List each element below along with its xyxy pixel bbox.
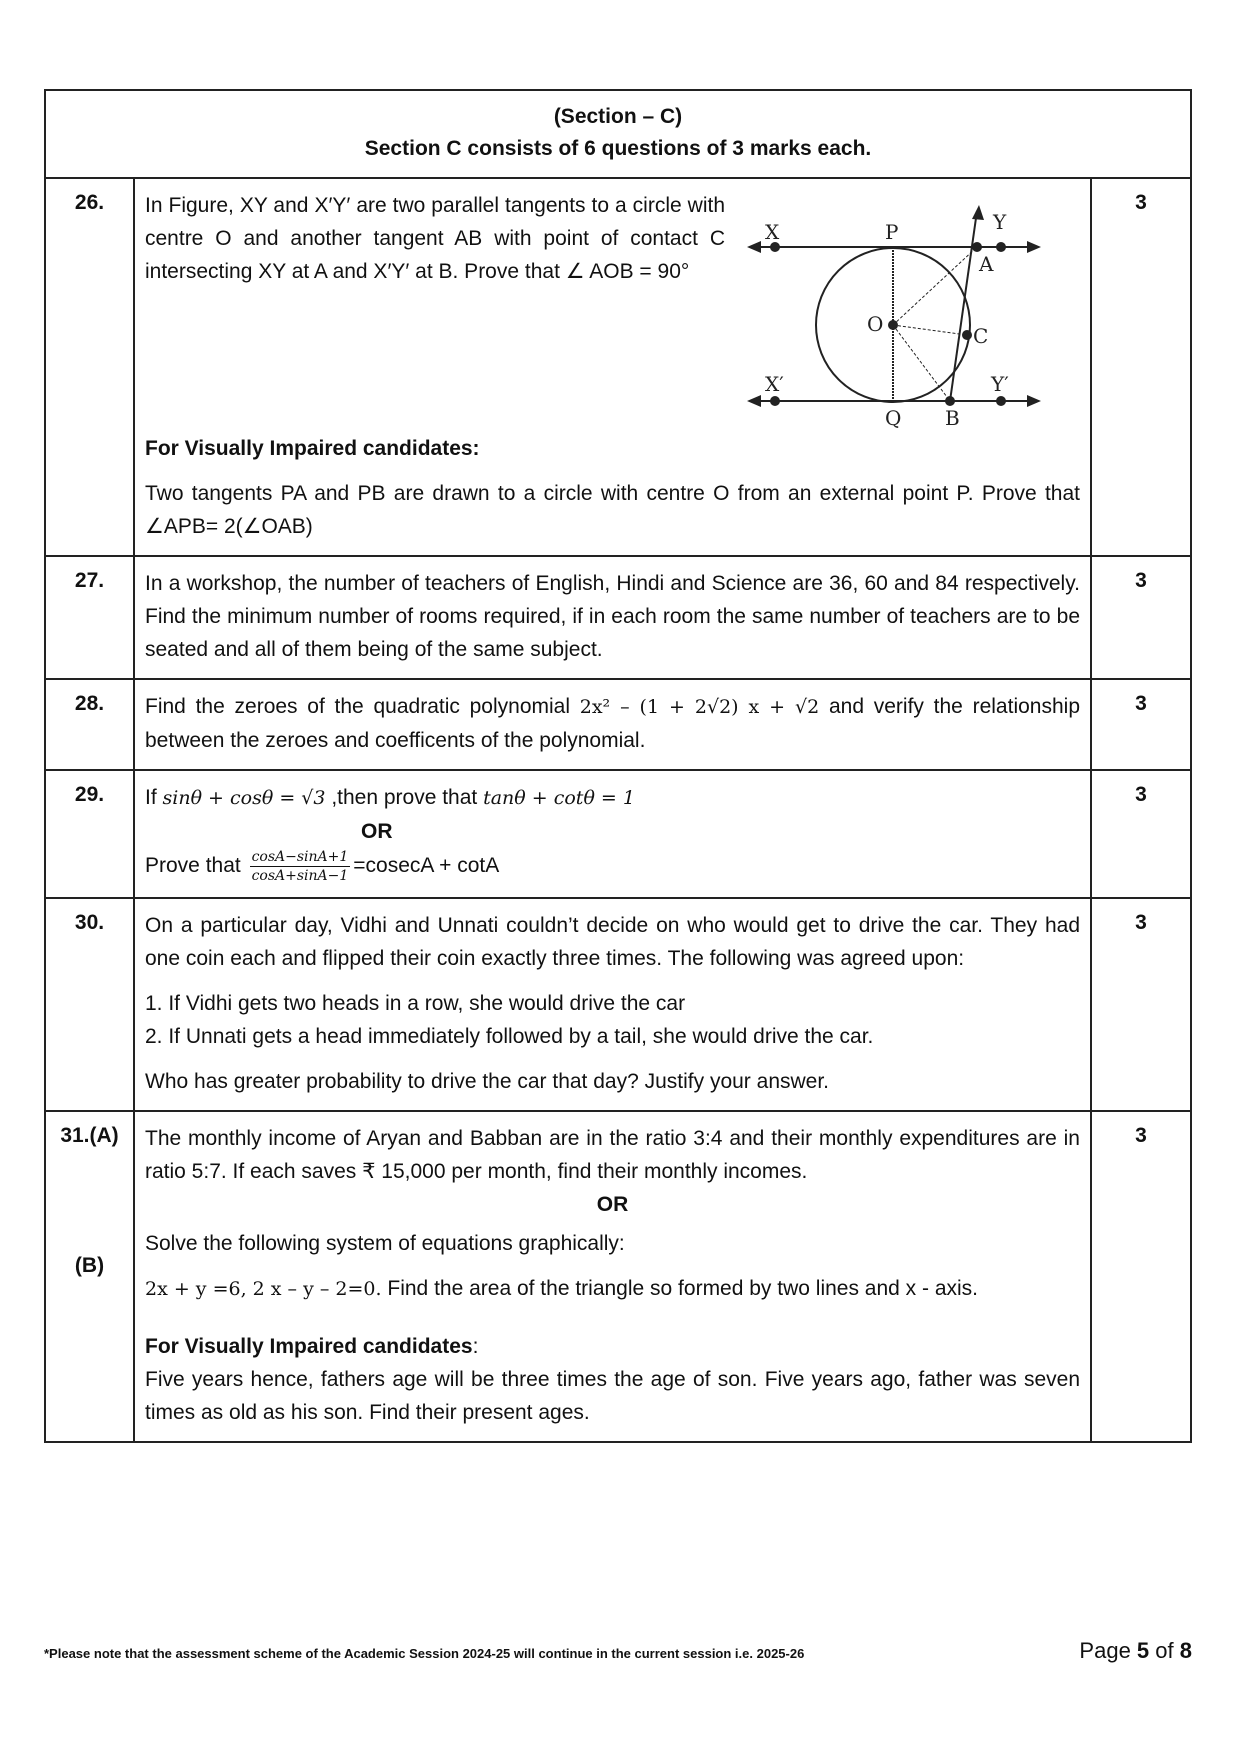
page-number: [1079, 1638, 1192, 1664]
page-total: 8: [1179, 1638, 1192, 1663]
point-y: [996, 242, 1006, 252]
label-q: Q: [885, 406, 902, 430]
question-body: [135, 899, 1092, 1110]
condition-list: [145, 987, 1080, 1053]
tangent-circle-figure: [745, 205, 1045, 430]
point-x2: [770, 396, 780, 406]
question-text-end: and verify the relationship between the zeroes and coefficents of the polynomial.: [145, 695, 1080, 752]
segment-oa: [893, 247, 977, 325]
marks: 3: [1135, 911, 1147, 934]
marks: 3: [1135, 191, 1147, 214]
question-row-31: [46, 1112, 1190, 1441]
or-separator: OR: [361, 820, 393, 843]
question-row-28: [46, 680, 1190, 771]
label-x: X: [765, 220, 780, 244]
page-current: 5: [1136, 1638, 1150, 1663]
point-y2: [996, 396, 1006, 406]
question-number: 28.: [46, 680, 135, 769]
question-number: 30.: [46, 899, 135, 1110]
question-text-start: Find the zeroes of the quadratic polynomial: [145, 695, 580, 718]
condition-item: 2. If Unnati gets a head immediately followed by a tail, she would drive the car.: [145, 1025, 874, 1048]
question-number: 29.: [46, 771, 135, 897]
part-b-prefix: Prove that: [145, 854, 247, 878]
label-c: C: [973, 324, 989, 348]
question-row-30: [46, 899, 1190, 1112]
question-text: In Figure, XY and X′Y′ are two parallel tangents to a circle with centre O and another tangent AB with point of contact C intersecting XY at A and X′Y′ at B. Prove that ∠ AOB = 90°: [145, 194, 725, 283]
section-subtitle: Section C consists of 6 questions of 3 marks each.: [364, 137, 872, 160]
tangent-ab: [950, 211, 977, 401]
question-body: [135, 680, 1092, 769]
question-row-26: [46, 179, 1190, 557]
question-body: [135, 557, 1092, 678]
part-b-text: Solve the following system of equations graphically:: [145, 1232, 625, 1255]
question-table: [44, 89, 1192, 1443]
label-p: P: [885, 220, 899, 244]
marks: 3: [1135, 783, 1147, 806]
question-number: [46, 1112, 135, 1441]
trig-condition: sinθ + cosθ = √3: [162, 787, 326, 809]
marks: 3: [1135, 569, 1147, 592]
part-b-rhs: =cosecA + cotA: [353, 854, 500, 878]
question-body: [135, 1112, 1092, 1441]
point-a: [972, 242, 982, 252]
label-b: B: [945, 406, 960, 430]
vi-question-text: Five years hence, fathers age will be three times the age of son. Five years ago, father was seven times as old as his son. Find their present ages.: [145, 1368, 1080, 1424]
marks: 3: [1135, 1124, 1147, 1147]
question-number: 26.: [46, 179, 135, 555]
arrow-right-bottom-icon: [1027, 395, 1041, 407]
fraction-numerator: cosA−sinA+1: [251, 849, 349, 865]
question-number: 27.: [46, 557, 135, 678]
segment-oc: [893, 325, 967, 335]
marks: 3: [1135, 692, 1147, 715]
vi-heading: For Visually Impaired candidates: [145, 1335, 473, 1358]
arrow-left-bottom-icon: [747, 395, 761, 407]
question-text: On a particular day, Vidhi and Unnati couldn’t decide on who would get to drive the car. They had one coin each and flipped their coin exactly three times. The following was agreed upon:: [145, 914, 1080, 970]
footer-note: *Please note that the assessment scheme of the Academic Session 2024-25 will continue in the current session i.e. 2025-26: [44, 1646, 805, 1661]
vi-heading-colon: :: [472, 1335, 479, 1358]
label-y: Y: [993, 210, 1007, 234]
label-a: A: [979, 252, 994, 276]
arrow-right-top-icon: [1027, 241, 1041, 253]
equation-system: 2x + y =6, 2 x – y – 2=0.: [145, 1278, 382, 1300]
trig-fraction: [250, 848, 351, 885]
point-o: [888, 320, 898, 330]
segment-ob: [893, 325, 950, 401]
label-x-prime: X′: [765, 372, 784, 396]
vi-question-text: Two tangents PA and PB are drawn to a circle with centre O from an external point P. Prove that ∠APB= 2(∠OAB): [145, 482, 1080, 538]
question-prompt: Who has greater probability to drive the car that day? Justify your answer.: [145, 1070, 830, 1093]
page-mid: of: [1149, 1638, 1180, 1663]
label-y-prime: Y′: [991, 372, 1009, 396]
vi-heading: For Visually Impaired candidates:: [145, 437, 480, 460]
part-a-text: The monthly income of Aryan and Babban are in the ratio 3:4 and their monthly expenditures are in ratio 5:7. If each saves ₹ 15,000 per month, find their monthly incomes.: [145, 1127, 1080, 1183]
part-b-question: Find the area of the triangle so formed by two lines and x - axis.: [381, 1277, 979, 1300]
question-body: [135, 179, 1092, 555]
arrow-up-ab-icon: [972, 205, 984, 220]
label-o: O: [867, 312, 884, 336]
part-a-prefix: If: [145, 786, 163, 809]
question-row-27: [46, 557, 1190, 680]
question-number-b: (B): [74, 1254, 105, 1277]
question-row-29: [46, 771, 1190, 899]
section-title: (Section – C): [553, 105, 683, 128]
question-number-a: 31.(A): [60, 1124, 119, 1147]
question-text: In a workshop, the number of teachers of English, Hindi and Science are 36, 60 and 84 respectively. Find the minimum number of rooms required, if in each room the same number of teachers are to be seated and all of them being of the same subject.: [145, 572, 1080, 661]
point-b: [945, 396, 955, 406]
trig-goal: tanθ + cotθ = 1: [483, 787, 635, 809]
section-header: [46, 91, 1190, 179]
fraction-denominator: cosA+sinA−1: [251, 868, 349, 884]
polynomial-expression: 2x² – (1 + 2√2) x + √2: [579, 696, 820, 718]
page-footer: [44, 1638, 1192, 1664]
point-c: [962, 330, 972, 340]
condition-item: 1. If Vidhi gets two heads in a row, she would drive the car: [145, 992, 686, 1015]
or-separator: OR: [596, 1193, 629, 1216]
page-prefix: Page: [1079, 1638, 1137, 1663]
part-a-middle: ,then prove that: [325, 786, 484, 809]
question-body: [135, 771, 1092, 897]
arrow-left-top-icon: [747, 241, 761, 253]
